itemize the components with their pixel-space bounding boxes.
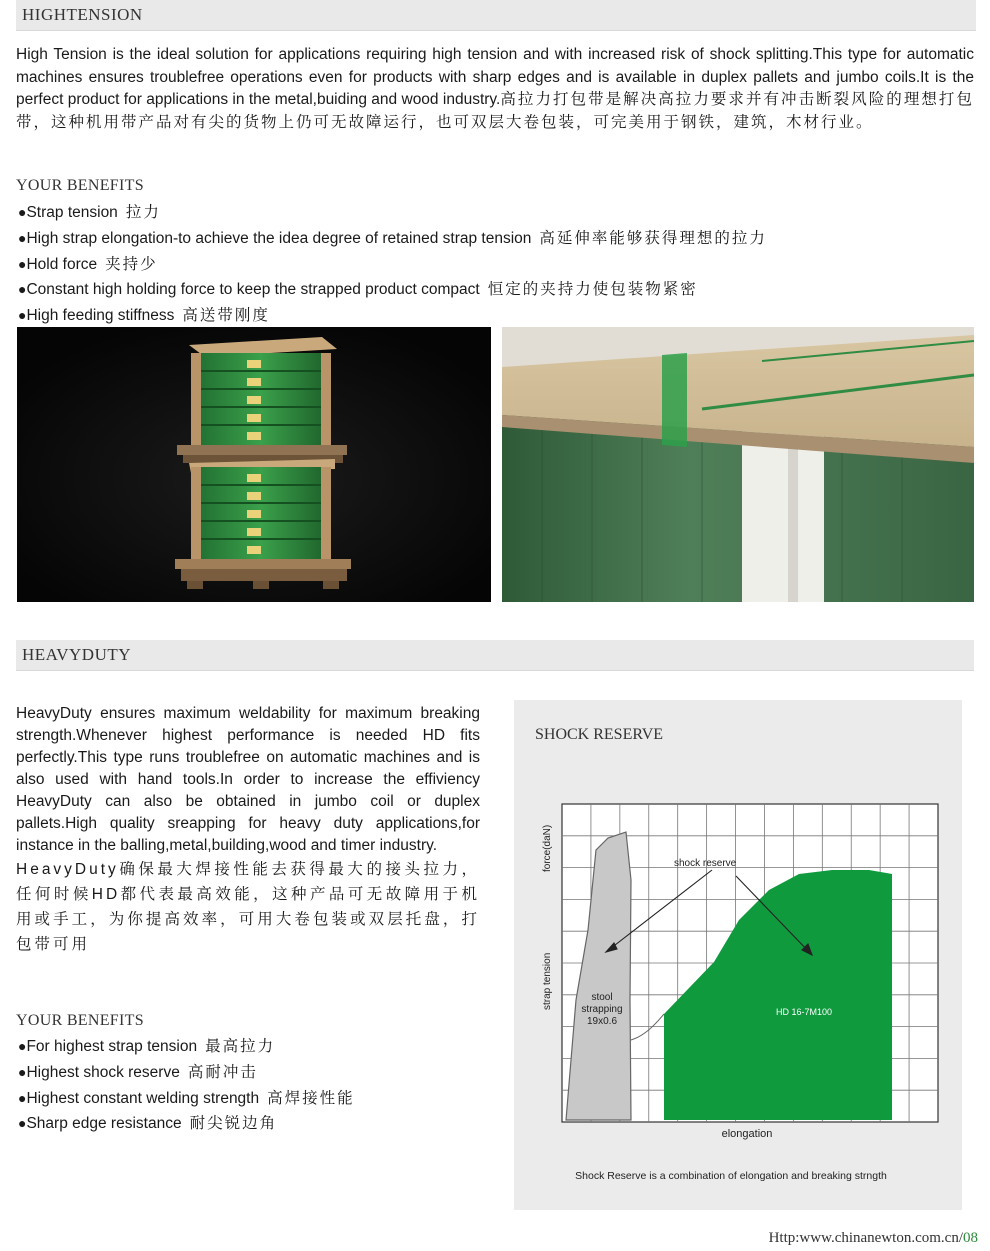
benefits-title: YOUR BENEFITS [16,177,144,194]
section-title: HEAVYDUTY [22,645,132,664]
shock-reserve-chart [514,700,962,1210]
description-chinese: 高拉力打包带是解决高拉力要求并有冲击断裂风险的理想打包带，这种机用带产品对有尖的货物上仍可无故障运行，也可双层大卷包装，可完美用于钢铁，建筑，木材行业。 [16,91,974,131]
annotation-shock-reserve: shock reserve [674,858,737,869]
benefits-list-heavyduty [18,1034,355,1137]
benefit-item: ●Hold force 夹持少 [18,255,158,273]
benefit-item: ●For highest strap tension 最高拉力 [18,1038,276,1055]
y-axis-label-strap-tension: strap tension [542,952,553,1010]
footer-url [769,1230,978,1247]
photo-pallet-coils [17,327,491,602]
bullet-icon: ● [18,281,27,298]
shock-reserve-chart-panel [514,700,962,1210]
benefit-item: ●Highest constant welding strength 高焊接性能 [18,1089,355,1107]
website-url: Http:www.chinanewton.com.cn/ [768,1230,963,1246]
benefit-item: ●Strap tension 拉力 [18,204,161,221]
benefit-item: ●Highest shock reserve 高耐冲击 [18,1063,258,1081]
benefit-item: ●High strap elongation-to achieve the idea degree of retained strap tension 高延伸率能够获得理想的拉力 [18,229,767,247]
bullet-icon: ● [18,204,27,220]
photo-strap-closeup [502,327,974,602]
chart-caption: Shock Reserve is a combination of elongation and breaking strngth [575,1170,887,1182]
description-english: High Tension is the ideal solution for applications requiring high tension and with increased risk of shock splitting.This type for automatic machines ensures troublefree operations even for products with sharp edges and is available in duplex pallets and jumbo coils.It is the perfect product for applications in the metal,buiding and wood industry. [16,46,974,108]
bullet-icon: ● [18,1063,27,1080]
description-english: HeavyDuty ensures maximum weldability for maximum breaking strength.Whenever highest performance is needed HD fits perfectly.This type runs troublefree on automatic machines and is also used with hand tools.In order to increase the effiviency HeavyDuty can also be obtained in jumbo coil or duplex pallets.High quality sreapping for heavy duty applications,for instance in the balling,metal,building,wood and timer industry. [16,705,480,854]
benefits-title: YOUR BENEFITS [16,1012,144,1029]
series-label-line: stool [591,992,613,1003]
section-title: HIGHTENSION [22,5,143,24]
benefit-item: ●High feeding stiffness 高送带刚度 [18,307,270,325]
series-label-line: strapping [581,1004,623,1015]
heavyduty-description [16,703,480,957]
benefit-item: ●Constant high holding force to keep the strapped product compact 恒定的夹持力使包装物紧密 [18,281,698,299]
x-axis-label: elongation [721,1128,773,1140]
bullet-icon: ● [18,1115,27,1132]
series-label-hd: HD 16-7M100 [775,1007,833,1017]
chart-title: SHOCK RESERVE [535,726,664,743]
y-axis-label-force: force(daN) [542,824,553,872]
series-label-line: 19x0.6 [586,1016,618,1027]
bullet-icon: ● [18,1038,27,1054]
bullet-icon: ● [18,229,27,246]
hightension-description [16,44,974,134]
description-chinese: HeavyDuty确保最大焊接性能去获得最大的接头拉力，任何时候HD都代表最高效能，这种产品可无故障用于机用或手工，为你提高效率，可用大卷包装或双层托盘，打包带可用 [16,861,480,953]
bullet-icon: ● [18,1089,27,1106]
page-number: 08 [963,1230,978,1246]
bullet-icon: ● [18,307,27,324]
bullet-icon: ● [18,255,27,272]
benefit-item: ●Sharp edge resistance 耐尖锐边角 [18,1115,278,1133]
section-header-heavyduty [16,640,974,671]
benefits-list-hightension [18,200,767,329]
section-header-hightension [16,0,976,31]
